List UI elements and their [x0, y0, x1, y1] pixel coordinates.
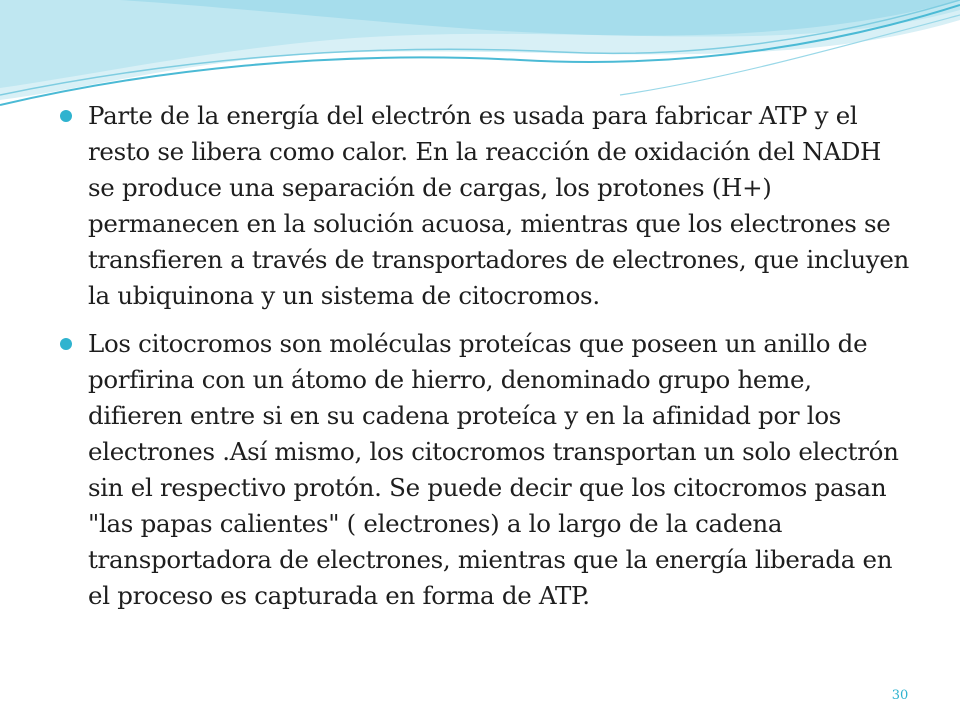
bullet-dot-icon [60, 338, 72, 350]
bullet-dot-icon [60, 110, 72, 122]
bullet-text: Parte de la energía del electrón es usada para fabricar ATP y el resto se libera como calor. En la reacción de oxidación del NADH se produce una separación de cargas, los protones (H+) permanecen en la solución acuosa, mientras que los electrones se transfieren a través de transportadores de electrones, que incluyen la ubiquinona y un sistema de citocromos. [88, 101, 910, 310]
bullet-item [60, 98, 910, 314]
bullet-text: Los citocromos son moléculas proteícas que poseen un anillo de porfirina con un átomo de hierro, denominado grupo heme, difieren entre si en su cadena proteíca y en la afinidad por los electrones .Así mismo, los citocromos transportan un solo electrón sin el respectivo protón. Se puede decir que los citocromos pasan "las papas calientes" ( electrones) a lo largo de la cadena transportadora de electrones, mientras que la energía liberada en el proceso es capturada en forma de ATP. [88, 329, 899, 610]
bullet-list [60, 98, 910, 626]
page-number: 30 [891, 688, 909, 703]
bullet-item [60, 326, 910, 614]
